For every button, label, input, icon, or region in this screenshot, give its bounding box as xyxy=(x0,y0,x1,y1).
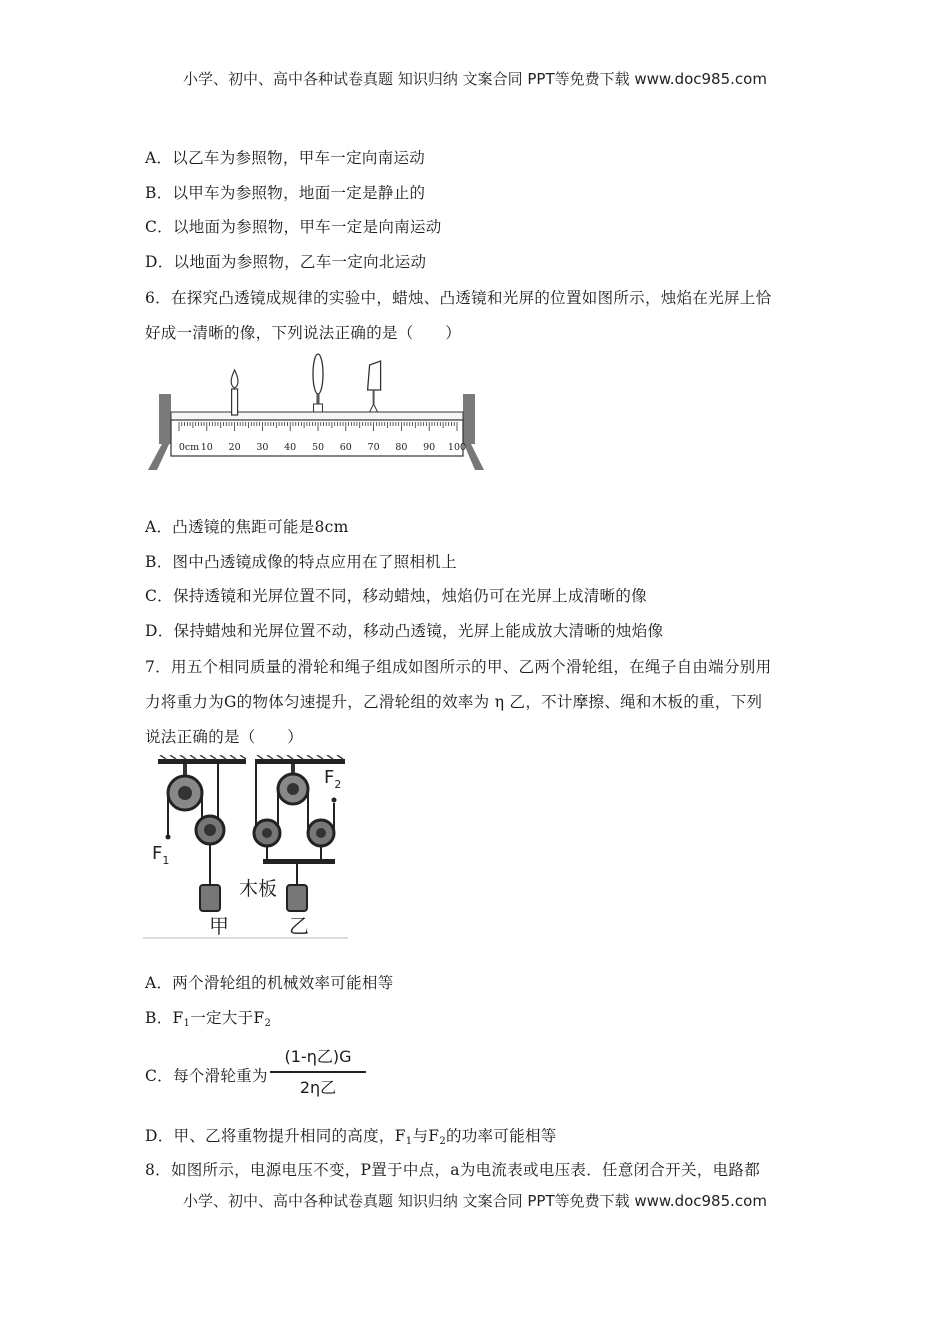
bench-right-leg xyxy=(463,442,484,470)
pulley-weight-fraction xyxy=(270,1042,366,1100)
q6-option-d: D．保持蜡烛和光屏位置不动，移动凸透镜，光屏上能成放大清晰的烛焰像 xyxy=(145,622,664,640)
q6-option-c: C．保持透镜和光屏位置不同，移动蜡烛，烛焰仍可在光屏上成清晰的像 xyxy=(145,587,647,605)
weight-jia xyxy=(200,885,220,911)
ruler-tick-label: 60 xyxy=(339,442,352,453)
ruler-tick-label: 100 xyxy=(447,442,467,453)
weight-yi xyxy=(287,885,307,911)
fraction-numerator: (1-η乙)G xyxy=(284,1047,352,1066)
ruler-tick-label: 70 xyxy=(367,442,380,453)
q7-option-a: A．两个滑轮组的机械效率可能相等 xyxy=(145,974,394,992)
page-footer: 小学、初中、高中各种试卷真题 知识归纳 文案合同 PPT等免费下载 www.doc985.com xyxy=(183,1192,767,1210)
q6-stem-line2: 好成一清晰的像，下列说法正确的是（ ） xyxy=(145,324,462,342)
ruler-tick-label: 20 xyxy=(228,442,241,453)
bench-right-end xyxy=(463,394,475,444)
bench-left-leg xyxy=(148,442,170,470)
ceiling-right xyxy=(255,755,345,764)
convex-lens xyxy=(313,354,323,412)
bench-left-end xyxy=(159,394,171,444)
q5-option-c: C．以地面为参照物，甲车一定是向南运动 xyxy=(145,218,442,236)
wooden-board xyxy=(263,859,335,864)
ruler-tick-label: 50 xyxy=(311,442,325,453)
label-yi: 乙 xyxy=(289,914,309,938)
ceiling-left xyxy=(158,755,246,764)
q6-option-b: B．图中凸透镜成像的特点应用在了照相机上 xyxy=(145,553,457,571)
label-board: 木板 xyxy=(239,878,278,900)
pulley-systems-figure xyxy=(143,755,353,940)
q6-stem-line1: 6．在探究凸透镜成规律的实验中，蜡烛、凸透镜和光屏的位置如图所示，烛焰在光屏上恰 xyxy=(145,289,772,307)
q8-stem-line1: 8．如图所示，电源电压不变，P置于中点，a为电流表或电压表．任意闭合开关，电路都 xyxy=(145,1161,761,1179)
optical-bench-figure xyxy=(145,352,490,477)
force-label-f1: $F_1$ xyxy=(152,843,170,867)
ruler-tick-label: 40 xyxy=(284,442,297,453)
q5-option-b: B．以甲车为参照物，地面一定是静止的 xyxy=(145,184,426,202)
fraction-denominator: 2η乙 xyxy=(299,1078,337,1097)
q5-option-a: A．以乙车为参照物，甲车一定向南运动 xyxy=(145,149,426,167)
q6-option-a: A．凸透镜的焦距可能是8cm xyxy=(145,518,349,536)
label-jia: 甲 xyxy=(209,914,229,938)
q7-stem-line3: 说法正确的是（ ） xyxy=(145,728,304,746)
light-screen xyxy=(368,361,381,412)
ruler-tick-label: 30 xyxy=(256,442,269,453)
q7-option-d: D．甲、乙将重物提升相同的高度，$F_1$与$F_2$的功率可能相等 xyxy=(145,1127,557,1147)
candle xyxy=(231,370,238,415)
fraction-bar xyxy=(270,1071,366,1073)
ruler-tick-label: 10 xyxy=(200,442,213,453)
q5-option-d: D．以地面为参照物，乙车一定向北运动 xyxy=(145,253,427,271)
ruler-tick-label: 0cm xyxy=(178,442,200,453)
force-label-f2: $F_2$ xyxy=(324,767,342,791)
q7-option-c: C．每个滑轮重为 xyxy=(145,1067,268,1085)
bench-rail xyxy=(171,412,463,420)
q7-option-b: B．$F_1$一定大于$F_2$ xyxy=(145,1009,272,1029)
page-header: 小学、初中、高中各种试卷真题 知识归纳 文案合同 PPT等免费下载 www.doc985.com xyxy=(183,70,767,88)
ruler-tick-label: 80 xyxy=(395,442,408,453)
q7-stem-line2: 力将重力为G的物体匀速提升，乙滑轮组的效率为 η 乙，不计摩擦、绳和木板的重，下列 xyxy=(145,693,763,711)
q7-stem-line1: 7．用五个相同质量的滑轮和绳子组成如图所示的甲、乙两个滑轮组，在绳子自由端分别用 xyxy=(145,658,772,676)
ruler-tick-label: 90 xyxy=(423,442,436,453)
